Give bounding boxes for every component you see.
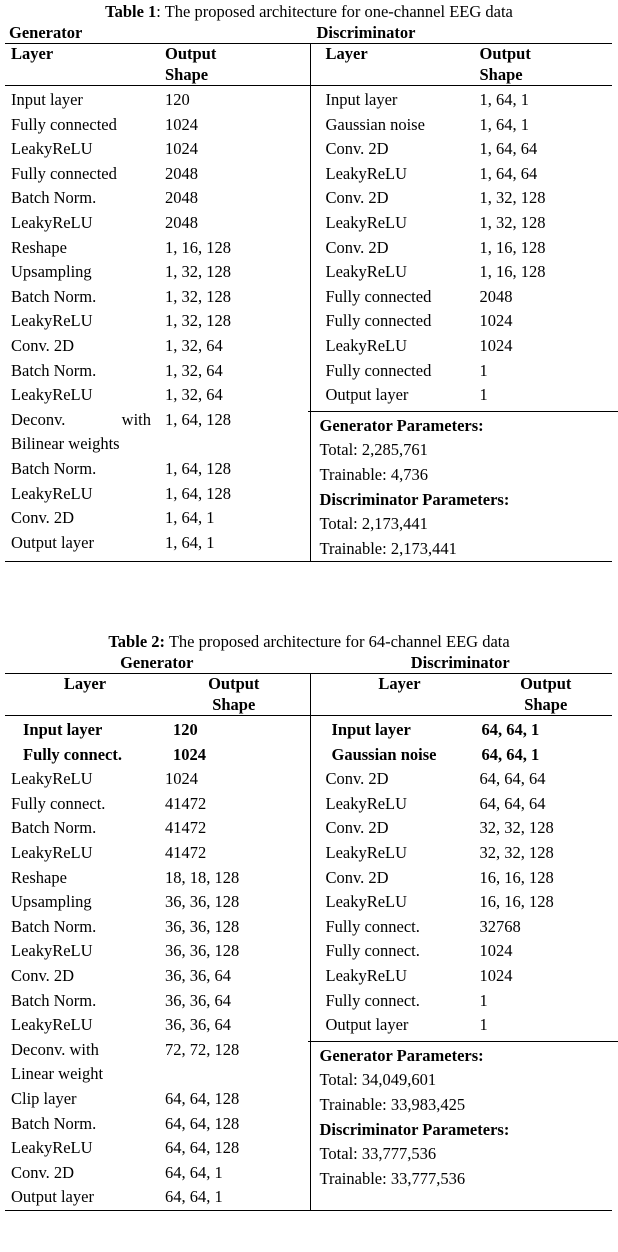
table-row	[5, 964, 302, 989]
cell-output-shape: 72, 72, 128	[165, 1039, 240, 1059]
cell-output-shape: 1024	[165, 769, 198, 789]
cell-layer: LeakyReLU	[325, 335, 408, 355]
table-2-block	[0, 630, 618, 1211]
cell-output-shape: 16, 16, 128	[479, 867, 554, 887]
cell-output-shape: 1	[479, 360, 488, 380]
column-header-output-shape	[479, 44, 612, 85]
table-row	[319, 743, 612, 768]
cell-layer: Conv. 2D	[325, 769, 389, 789]
cell-output-shape: 64, 64, 64	[479, 793, 546, 813]
cell-layer: Batch Norm.	[11, 458, 97, 478]
cell-output-shape: 16, 16, 128	[479, 892, 554, 912]
cell-output-shape: 41472	[165, 818, 207, 838]
cell-output-shape: 41472	[165, 793, 207, 813]
table-row	[319, 285, 612, 310]
table-1-header-grid	[5, 44, 612, 85]
cell-output-shape: 1	[479, 385, 488, 405]
cell-output-shape: 64, 64, 1	[165, 1187, 223, 1207]
column-header-output: Output	[208, 674, 260, 693]
table-1-generator-header-col	[5, 44, 308, 85]
cell-layer: LeakyReLU	[11, 385, 93, 405]
cell-output-shape: 1	[479, 1015, 488, 1035]
cell-output-shape: 1, 32, 128	[165, 311, 231, 331]
cell-output-shape: 1, 64, 64	[479, 139, 538, 159]
cell-output-shape: 36, 36, 128	[165, 916, 240, 936]
table-row	[5, 531, 302, 556]
table-row	[319, 767, 612, 792]
cell-layer: Batch Norm.	[11, 818, 97, 838]
table-2-discriminator-column-headers	[319, 674, 612, 715]
cell-output-shape: 32, 32, 128	[479, 818, 554, 838]
generator-parameters-total: Total: 2,285,761	[319, 440, 428, 460]
cell-output-shape: 1, 64, 128	[165, 458, 231, 478]
cell-output-shape: 1, 64, 128	[165, 409, 231, 429]
cell-layer	[5, 408, 165, 433]
table-row-continuation	[5, 1062, 302, 1087]
discriminator-parameters-total: Total: 2,173,441	[319, 514, 428, 534]
table-row	[5, 482, 302, 507]
table-row	[5, 113, 302, 138]
cell-layer: LeakyReLU	[325, 892, 408, 912]
table-row	[5, 260, 302, 285]
cell-output-shape: 1, 64, 1	[165, 532, 215, 552]
cell-layer: Clip layer	[11, 1088, 77, 1108]
table-row	[319, 88, 612, 113]
cell-layer: LeakyReLU	[325, 212, 408, 232]
column-header-layer: Layer	[63, 674, 107, 693]
table-row	[319, 137, 612, 162]
cell-layer: Output layer	[325, 385, 409, 405]
cell-layer: Input layer	[331, 720, 411, 739]
table-row	[5, 285, 302, 310]
table-1-section-heads	[5, 23, 612, 43]
table-1-bottom-rule	[5, 561, 612, 562]
table-row	[5, 211, 302, 236]
table-row	[5, 1136, 302, 1161]
cell-layer: Conv. 2D	[325, 188, 389, 208]
cell-layer: Batch Norm.	[11, 990, 97, 1010]
column-header-output-shape	[479, 674, 612, 715]
table-row	[5, 359, 302, 384]
column-header-layer: Layer	[325, 44, 368, 63]
cell-output-shape: 1, 64, 64	[479, 163, 538, 183]
table-row-continuation	[5, 432, 302, 457]
table-row	[5, 137, 302, 162]
cell-layer: Conv. 2D	[325, 237, 389, 257]
parameters-block	[319, 414, 612, 562]
cell-layer: LeakyReLU	[11, 842, 93, 862]
table-row	[5, 334, 302, 359]
cell-layer: Conv. 2D	[11, 965, 75, 985]
cell-layer: Fully connect.	[325, 990, 420, 1010]
cell-output-shape: 1, 32, 128	[165, 286, 231, 306]
table-row	[319, 866, 612, 891]
column-header-shape: Shape	[212, 694, 256, 714]
table-row	[5, 841, 302, 866]
cell-layer: Batch Norm.	[11, 360, 97, 380]
cell-output-shape: 64, 64, 128	[165, 1113, 240, 1133]
table-row	[319, 816, 612, 841]
cell-layer: Batch Norm.	[11, 916, 97, 936]
cell-layer: Fully connect.	[11, 793, 106, 813]
table-row	[5, 457, 302, 482]
table-row	[5, 236, 302, 261]
table-row	[5, 866, 302, 891]
cell-layer: Batch Norm.	[11, 188, 97, 208]
cell-layer: LeakyReLU	[325, 163, 408, 183]
cell-output-shape: 36, 36, 128	[165, 892, 240, 912]
cell-output-shape: 1, 64, 1	[479, 90, 529, 109]
table-row	[319, 964, 612, 989]
table-row	[5, 506, 302, 531]
cell-layer: Fully connected	[325, 286, 432, 306]
cell-layer: LeakyReLU	[11, 311, 93, 331]
table-row	[5, 939, 302, 964]
cell-layer-part: Deconv.	[11, 409, 66, 429]
cell-output-shape: 1, 32, 128	[165, 262, 231, 282]
column-header-layer: Layer	[378, 674, 421, 693]
table-1-discriminator-rows	[308, 86, 612, 561]
cell-output-shape: 1, 16, 128	[479, 262, 546, 282]
cell-output-shape: 1, 32, 64	[165, 385, 223, 405]
table-row	[5, 186, 302, 211]
cell-output-shape: 1, 64, 1	[479, 114, 529, 134]
cell-layer: Fully connected	[11, 114, 117, 134]
cell-layer: Gaussian noise	[325, 114, 425, 134]
table-2-discriminator-rows	[308, 716, 612, 1210]
table-row	[5, 1112, 302, 1137]
cell-layer: Upsampling	[11, 892, 92, 912]
cell-layer: Conv. 2D	[325, 139, 389, 159]
table-1-discriminator-header-col	[308, 44, 612, 85]
cell-layer-part: with	[121, 409, 151, 429]
cell-layer: Conv. 2D	[325, 867, 389, 887]
cell-output-shape: 18, 18, 128	[165, 867, 240, 887]
table-row	[319, 236, 612, 261]
cell-layer: Fully connect.	[23, 744, 122, 764]
cell-output-shape: 120	[165, 90, 190, 109]
generator-parameters-trainable: Trainable: 4,736	[319, 464, 428, 484]
table-row	[319, 334, 612, 359]
column-header-shape: Shape	[524, 694, 568, 714]
table-row	[319, 113, 612, 138]
table-row	[319, 260, 612, 285]
cell-layer: Upsampling	[11, 262, 92, 282]
cell-output-shape: 1024	[165, 139, 198, 159]
table-row	[5, 915, 302, 940]
cell-layer: Conv. 2D	[11, 1162, 75, 1182]
table-2-discriminator-header-col	[308, 674, 612, 715]
cell-output-shape: 36, 36, 64	[165, 965, 231, 985]
table-2-section-heads	[5, 653, 612, 673]
table-row	[319, 915, 612, 940]
cell-layer: Gaussian noise	[331, 744, 437, 764]
table-row	[319, 211, 612, 236]
cell-layer: LeakyReLU	[11, 769, 93, 789]
cell-output-shape: 1024	[173, 744, 206, 764]
discriminator-parameters-trainable: Trainable: 2,173,441	[319, 538, 457, 558]
table-row	[5, 743, 302, 768]
cell-output-shape: 1, 32, 64	[165, 335, 223, 355]
cell-output-shape: 1	[479, 990, 488, 1010]
cell-layer: Fully connect.	[325, 941, 420, 961]
cell-output-shape: 64, 64, 1	[481, 744, 540, 764]
table-2-caption	[0, 630, 618, 653]
column-header-output-shape	[165, 674, 302, 715]
table-row	[5, 1038, 302, 1063]
column-header-output-shape	[165, 44, 302, 85]
cell-output-shape: 1024	[479, 335, 513, 355]
table-row	[5, 88, 302, 113]
cell-output-shape: 1, 16, 128	[165, 237, 231, 257]
table-row	[319, 1013, 612, 1038]
table-1-caption-label: Table 1	[105, 2, 157, 21]
generator-parameters-total: Total: 34,049,601	[319, 1070, 437, 1090]
cell-layer: LeakyReLU	[325, 262, 408, 282]
table-row	[5, 1087, 302, 1112]
table-row	[319, 718, 612, 743]
table-2-generator-heading: Generator	[120, 653, 194, 672]
cell-layer: Fully connected	[325, 311, 432, 331]
table-row	[319, 939, 612, 964]
cell-output-shape: 64, 64, 128	[165, 1138, 240, 1158]
cell-output-shape: 1, 64, 128	[165, 483, 231, 503]
table-row	[5, 767, 302, 792]
cell-output-shape: 36, 36, 64	[165, 990, 231, 1010]
cell-layer: Reshape	[11, 237, 67, 257]
generator-parameters-title: Generator Parameters:	[319, 415, 484, 435]
table-row	[319, 989, 612, 1014]
table-row	[5, 1185, 302, 1210]
cell-layer: Output layer	[11, 532, 94, 552]
cell-layer: Reshape	[11, 867, 67, 887]
cell-output-shape	[165, 1062, 302, 1087]
column-header-output: Output	[479, 44, 531, 63]
cell-layer: Fully connected	[11, 163, 117, 183]
cell-layer: Batch Norm.	[11, 1113, 97, 1133]
cell-layer: LeakyReLU	[325, 965, 408, 985]
cell-output-shape: 1, 32, 64	[165, 360, 223, 380]
cell-layer: Batch Norm.	[11, 286, 97, 306]
cell-layer: LeakyReLU	[325, 842, 408, 862]
cell-layer: LeakyReLU	[11, 212, 93, 232]
cell-output-shape: 1, 32, 128	[479, 212, 546, 232]
cell-output-shape: 1, 32, 128	[479, 188, 546, 208]
cell-output-shape: 32768	[479, 916, 521, 936]
cell-layer: Fully connect.	[325, 916, 420, 936]
cell-output-shape: 1, 16, 128	[479, 237, 546, 257]
table-2-caption-label: Table 2:	[108, 632, 166, 651]
discriminator-parameters-title: Discriminator Parameters:	[319, 489, 510, 509]
cell-output-shape: 2048	[165, 163, 198, 183]
table-row	[5, 989, 302, 1014]
cell-output-shape: 32, 32, 128	[479, 842, 554, 862]
column-header-output: Output	[520, 674, 572, 693]
table-2-generator-column-headers	[5, 674, 302, 715]
table-row	[319, 890, 612, 915]
table-1-generator-column-headers	[5, 44, 302, 85]
parameters-block	[319, 1044, 612, 1192]
cell-layer: Deconv. with	[11, 1039, 99, 1059]
table-row	[319, 309, 612, 334]
cell-layer: LeakyReLU	[11, 1138, 93, 1158]
cell-output-shape	[165, 432, 302, 457]
table-2-header-grid	[5, 674, 612, 715]
cell-output-shape: 64, 64, 1	[481, 720, 540, 739]
table-2-generator-rows	[5, 716, 308, 1210]
cell-layer: Output layer	[325, 1015, 409, 1035]
parameters-rule	[308, 411, 618, 412]
table-row	[319, 841, 612, 866]
cell-output-shape: 2048	[479, 286, 513, 306]
cell-layer-continuation: Bilinear weights	[11, 434, 120, 454]
parameters-rule	[308, 1041, 618, 1042]
cell-layer-continuation: Linear weight	[11, 1064, 104, 1084]
cell-output-shape: 120	[173, 720, 198, 739]
table-2-body-grid	[5, 716, 612, 1210]
cell-layer: Conv. 2D	[11, 335, 75, 355]
table-row	[319, 162, 612, 187]
table-row	[319, 383, 612, 408]
table-1-discriminator-heading: Discriminator	[316, 23, 416, 42]
cell-layer: Input layer	[11, 90, 83, 109]
table-row	[5, 1161, 302, 1186]
cell-layer: Conv. 2D	[11, 508, 75, 528]
discriminator-parameters-title: Discriminator Parameters:	[319, 1119, 510, 1139]
table-row	[5, 718, 302, 743]
table-1-block	[0, 0, 618, 562]
cell-layer: LeakyReLU	[325, 793, 408, 813]
table-row	[5, 1013, 302, 1038]
column-header-shape: Shape	[479, 64, 523, 84]
cell-layer: Fully connected	[325, 360, 432, 380]
cell-output-shape: 1024	[479, 941, 513, 961]
table-1-caption	[0, 0, 618, 23]
table-row	[319, 359, 612, 384]
table-row	[5, 309, 302, 334]
cell-output-shape: 41472	[165, 842, 207, 862]
cell-layer: LeakyReLU	[11, 139, 93, 159]
cell-output-shape: 36, 36, 128	[165, 941, 240, 961]
cell-layer: Output layer	[11, 1187, 94, 1207]
table-row	[5, 162, 302, 187]
cell-layer: LeakyReLU	[11, 1015, 93, 1035]
column-header-layer: Layer	[11, 44, 54, 63]
table-row	[5, 408, 302, 433]
table-2-bottom-rule	[5, 1210, 612, 1211]
column-header-shape: Shape	[165, 64, 209, 84]
cell-layer: Input layer	[23, 720, 103, 739]
discriminator-parameters-total: Total: 33,777,536	[319, 1144, 437, 1164]
cell-output-shape: 1024	[479, 965, 513, 985]
table-1-generator-rows	[5, 86, 308, 561]
cell-output-shape: 1024	[479, 311, 513, 331]
cell-output-shape: 64, 64, 1	[165, 1162, 223, 1182]
table-1-generator-heading: Generator	[9, 23, 83, 42]
table-2-caption-text: The proposed architecture for 64-channel EEG data	[165, 632, 510, 651]
table-1-caption-text: : The proposed architecture for one-channel EEG data	[156, 2, 513, 21]
discriminator-parameters-trainable: Trainable: 33,777,536	[319, 1168, 466, 1188]
cell-layer: LeakyReLU	[11, 483, 93, 503]
table-1-discriminator-column-headers	[319, 44, 612, 85]
cell-output-shape: 2048	[165, 212, 198, 232]
cell-output-shape: 36, 36, 64	[165, 1015, 231, 1035]
cell-layer: Conv. 2D	[325, 818, 389, 838]
cell-output-shape: 64, 64, 128	[165, 1088, 240, 1108]
cell-output-shape: 1024	[165, 114, 198, 134]
column-header-output: Output	[165, 44, 217, 63]
cell-output-shape: 2048	[165, 188, 198, 208]
table-row	[5, 792, 302, 817]
table-row	[319, 186, 612, 211]
table-row	[5, 890, 302, 915]
cell-layer: LeakyReLU	[11, 941, 93, 961]
table-row	[5, 816, 302, 841]
cell-output-shape: 1, 64, 1	[165, 508, 215, 528]
table-row	[319, 792, 612, 817]
table-row	[5, 383, 302, 408]
generator-parameters-trainable: Trainable: 33,983,425	[319, 1094, 466, 1114]
cell-output-shape: 64, 64, 64	[479, 769, 546, 789]
cell-layer: Input layer	[325, 90, 398, 109]
table-2-generator-header-col	[5, 674, 308, 715]
generator-parameters-title: Generator Parameters:	[319, 1045, 484, 1065]
table-1-body-grid	[5, 86, 612, 561]
table-2-discriminator-heading: Discriminator	[410, 653, 510, 672]
